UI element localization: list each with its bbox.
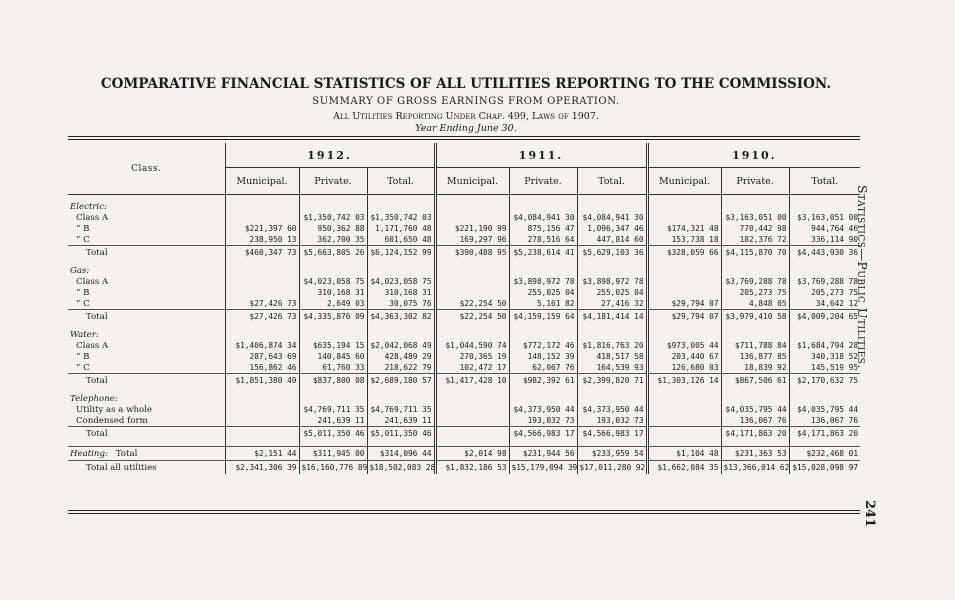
table-cell	[509, 329, 577, 340]
table-cell: $4,335,876 09	[299, 310, 367, 324]
table-cell	[647, 265, 721, 276]
table-cell	[577, 393, 647, 404]
table-cell	[647, 201, 721, 212]
table-cell	[509, 393, 577, 404]
table-cell: 418,517 58	[577, 351, 647, 362]
table-cell: 875,156 47	[509, 223, 577, 234]
table-cell: $2,014 98	[435, 447, 509, 461]
table-row	[68, 374, 860, 388]
table-cell: 241,639 11	[367, 415, 435, 427]
subcol-private: Private.	[721, 168, 789, 195]
table-row	[68, 201, 860, 212]
table-cell: $4,084,941 30	[509, 212, 577, 223]
total-label: Total	[68, 374, 225, 388]
table-cell	[577, 265, 647, 276]
table-cell: 203,440 67	[647, 351, 721, 362]
table-cell	[225, 393, 299, 404]
heating-heading: Heating:	[70, 448, 108, 459]
table-cell: $837,800 08	[299, 374, 367, 388]
table-cell: $4,035,795 44	[789, 404, 860, 415]
row-label: “ B	[76, 287, 90, 298]
table-cell: 145,519 95	[789, 362, 860, 374]
table-cell: $1,303,126 14	[647, 374, 721, 388]
table-cell: $6,124,152 99	[367, 246, 435, 260]
table-cell	[721, 393, 789, 404]
table-cell: $4,363,302 82	[367, 310, 435, 324]
table-cell	[299, 393, 367, 404]
subcol-private: Private.	[509, 168, 577, 195]
year-header-1910: 1910.	[647, 143, 860, 168]
table-cell: $3,163,051 00	[789, 212, 860, 223]
table-body	[68, 195, 860, 475]
table-row	[68, 415, 860, 427]
table-cell: $1,816,763 20	[577, 340, 647, 351]
table-cell: 270,365 19	[435, 351, 509, 362]
row-label: “ B	[76, 223, 90, 234]
table-cell: 205,273 75	[721, 287, 789, 298]
table-cell: $1,350,742 03	[299, 212, 367, 223]
table-cell: $29,794 07	[647, 298, 721, 310]
table-cell: $328,059 66	[647, 246, 721, 260]
table-cell: 156,862 46	[225, 362, 299, 374]
table-cell: $460,347 73	[225, 246, 299, 260]
table-cell: $4,115,870 70	[721, 246, 789, 260]
table-cell: $233,959 54	[577, 447, 647, 461]
table-cell: $2,399,820 71	[577, 374, 647, 388]
section-heading: Telephone:	[70, 393, 118, 404]
table-cell: 2,649 03	[299, 298, 367, 310]
table-cell: $635,194 15	[299, 340, 367, 351]
table-cell: $867,506 61	[721, 374, 789, 388]
bottom-rule-2	[68, 513, 860, 514]
table-cell: 61,760 33	[299, 362, 367, 374]
table-cell: $3,898,972 78	[509, 276, 577, 287]
table-cell: $4,171,863 20	[789, 427, 860, 441]
table-cell: $17,011,280 92	[577, 461, 647, 475]
table-cell: 1,096,347 46	[577, 223, 647, 234]
table-cell	[647, 393, 721, 404]
table-cell	[789, 201, 860, 212]
table-cell: 182,376 72	[721, 234, 789, 246]
table-cell	[435, 404, 509, 415]
table-cell: $1,104 48	[647, 447, 721, 461]
earnings-table	[68, 143, 860, 474]
table-cell	[299, 329, 367, 340]
table-cell: $5,011,350 46	[299, 427, 367, 441]
table-cell	[367, 393, 435, 404]
table-cell: 136,067 76	[721, 415, 789, 427]
table-cell: 205,273 75	[789, 287, 860, 298]
subtitle: SUMMARY OF GROSS EARNINGS FROM OPERATION.	[312, 96, 620, 107]
row-label: “ B	[76, 351, 90, 362]
table-row	[68, 234, 860, 246]
table-cell: $22,254 50	[435, 310, 509, 324]
table-cell: $15,028,098 97	[789, 461, 860, 475]
row-label: “ C	[76, 234, 90, 245]
table-cell: 336,114 90	[789, 234, 860, 246]
table-cell: $3,898,972 78	[577, 276, 647, 287]
subtitle-law: All Utilities Reporting Under Chap. 499, Laws of 1907.	[333, 111, 599, 122]
subcol-municipal: Municipal.	[225, 168, 299, 195]
table-cell: 238,950 13	[225, 234, 299, 246]
table-cell: $22,254 50	[435, 298, 509, 310]
row-label: Class A	[76, 276, 109, 287]
table-cell	[299, 265, 367, 276]
table-row	[68, 223, 860, 234]
table-cell: $390,488 95	[435, 246, 509, 260]
table-cell: 164,539 93	[577, 362, 647, 374]
row-label: Condensed form	[76, 415, 148, 426]
table-cell: $4,084,941 30	[577, 212, 647, 223]
row-label: Class A	[76, 212, 109, 223]
table-cell: $29,794 07	[647, 310, 721, 324]
table-row	[68, 298, 860, 310]
table-cell	[435, 287, 509, 298]
table-cell: $1,417,428 10	[435, 374, 509, 388]
table-cell: $1,044,590 74	[435, 340, 509, 351]
table-cell: $2,042,068 49	[367, 340, 435, 351]
table-cell: 340,318 52	[789, 351, 860, 362]
table-cell: $13,366,014 62	[721, 461, 789, 475]
table-row	[68, 404, 860, 415]
table-cell: $4,181,414 14	[577, 310, 647, 324]
table-cell	[435, 201, 509, 212]
page-number: 241	[862, 500, 877, 528]
table-cell: $174,321 48	[647, 223, 721, 234]
table-cell: $2,151 44	[225, 447, 299, 461]
table-cell	[435, 427, 509, 441]
table-cell: 770,442 98	[721, 223, 789, 234]
table-cell: $231,944 56	[509, 447, 577, 461]
table-row	[68, 393, 860, 404]
table-cell: $3,163,051 00	[721, 212, 789, 223]
table-cell: $1,662,084 35	[647, 461, 721, 475]
table-cell: $1,684,794 28	[789, 340, 860, 351]
table-cell	[225, 201, 299, 212]
table-cell: $2,341,306 39	[225, 461, 299, 475]
table-cell: $4,373,950 44	[577, 404, 647, 415]
table-cell	[789, 393, 860, 404]
table-cell: 126,680 03	[647, 362, 721, 374]
table-cell: $4,023,058 75	[367, 276, 435, 287]
table-cell	[367, 265, 435, 276]
table-cell	[721, 201, 789, 212]
table-cell: $711,788 84	[721, 340, 789, 351]
table-cell: $3,769,288 78	[789, 276, 860, 287]
table-cell	[647, 427, 721, 441]
table-cell: $772,172 46	[509, 340, 577, 351]
section-heading: Water:	[70, 329, 99, 340]
table-cell: $3,979,410 58	[721, 310, 789, 324]
table-cell: $311,945 00	[299, 447, 367, 461]
table-cell	[647, 404, 721, 415]
table-cell: 310,168 31	[299, 287, 367, 298]
table-cell: 287,643 69	[225, 351, 299, 362]
table-cell: 193,032 73	[509, 415, 577, 427]
section-heading: Gas:	[70, 265, 90, 276]
table-row	[68, 362, 860, 374]
table-cell: 18,839 92	[721, 362, 789, 374]
table-row	[68, 276, 860, 287]
table-cell: $221,190 99	[435, 223, 509, 234]
table-row	[68, 265, 860, 276]
table-cell	[509, 265, 577, 276]
table-cell	[225, 329, 299, 340]
table-cell: $4,171,863 20	[721, 427, 789, 441]
table-cell	[225, 404, 299, 415]
subcol-total: Total.	[577, 168, 647, 195]
heating-label	[68, 447, 225, 461]
table-cell: 1,171,760 48	[367, 223, 435, 234]
table-cell: $1,832,186 53	[435, 461, 509, 475]
table-row	[68, 351, 860, 362]
table-cell: $2,689,180 57	[367, 374, 435, 388]
table-cell	[225, 415, 299, 427]
row-label: Class A	[76, 340, 109, 351]
table-cell: 148,152 39	[509, 351, 577, 362]
table-cell: $4,023,058 75	[299, 276, 367, 287]
table-row	[68, 287, 860, 298]
table-cell: $232,468 01	[789, 447, 860, 461]
table-cell	[435, 415, 509, 427]
table-cell: 950,362 88	[299, 223, 367, 234]
table-cell	[435, 329, 509, 340]
table-cell: 944,764 46	[789, 223, 860, 234]
table-row	[68, 212, 860, 223]
table-cell: 62,067 76	[509, 362, 577, 374]
top-rule-1	[68, 136, 860, 137]
row-label: “ C	[76, 362, 90, 373]
table-cell	[367, 201, 435, 212]
total-label: Total	[68, 246, 225, 260]
total-label: Total	[68, 427, 225, 441]
row-label: “ C	[76, 298, 90, 309]
table-row	[68, 447, 860, 461]
table-cell: 136,877 85	[721, 351, 789, 362]
table-cell	[577, 329, 647, 340]
table-cell: $3,769,288 78	[721, 276, 789, 287]
top-rule-2	[68, 139, 860, 140]
table-cell: $16,160,776 89	[299, 461, 367, 475]
table-cell: $4,443,930 36	[789, 246, 860, 260]
table-row	[68, 340, 860, 351]
table-cell: $4,769,711 35	[367, 404, 435, 415]
table-cell	[225, 276, 299, 287]
table-cell	[435, 212, 509, 223]
table-cell: $4,009,204 65	[789, 310, 860, 324]
table-cell: $973,005 44	[647, 340, 721, 351]
subcol-private: Private.	[299, 168, 367, 195]
class-header: Class.	[68, 143, 225, 195]
table-cell	[367, 329, 435, 340]
table-cell: $5,238,614 41	[509, 246, 577, 260]
table-cell	[789, 329, 860, 340]
table-cell	[435, 276, 509, 287]
table-cell	[647, 329, 721, 340]
table-cell	[299, 201, 367, 212]
bottom-rule-1	[68, 510, 860, 511]
table-row	[68, 310, 860, 324]
table-cell: $1,851,380 49	[225, 374, 299, 388]
table-row	[68, 329, 860, 340]
table-row	[68, 427, 860, 441]
subcol-total: Total.	[367, 168, 435, 195]
table-cell: 102,472 17	[435, 362, 509, 374]
subcol-total: Total.	[789, 168, 860, 195]
table-cell: 140,845 60	[299, 351, 367, 362]
table-cell: $27,426 73	[225, 310, 299, 324]
table-cell: 5,161 82	[509, 298, 577, 310]
table-cell: $5,011,350 46	[367, 427, 435, 441]
table-cell: $4,159,159 64	[509, 310, 577, 324]
table-cell: 193,032 73	[577, 415, 647, 427]
table-cell: 601,650 48	[367, 234, 435, 246]
table-cell: 153,738 18	[647, 234, 721, 246]
table-cell: $1,406,874 34	[225, 340, 299, 351]
subtitle-year: Year Ending June 30.	[415, 123, 517, 134]
table-cell	[435, 393, 509, 404]
table-cell: 447,814 60	[577, 234, 647, 246]
section-heading: Electric:	[70, 201, 107, 212]
table-cell: 136,067 76	[789, 415, 860, 427]
table-cell: $231,363 53	[721, 447, 789, 461]
table-cell	[225, 427, 299, 441]
table-cell	[225, 287, 299, 298]
table-row	[68, 461, 860, 475]
subcol-municipal: Municipal.	[647, 168, 721, 195]
table-cell: $4,566,983 17	[577, 427, 647, 441]
table-cell: 4,848 05	[721, 298, 789, 310]
table-cell	[721, 329, 789, 340]
table-cell: $18,502,083 28	[367, 461, 435, 475]
table-cell	[509, 201, 577, 212]
table-cell	[647, 415, 721, 427]
table-cell: 278,516 64	[509, 234, 577, 246]
table-cell: $4,035,795 44	[721, 404, 789, 415]
heating-total-label: Total	[115, 448, 138, 459]
table-cell: $5,629,103 36	[577, 246, 647, 260]
table-cell: 241,639 11	[299, 415, 367, 427]
table-cell	[577, 201, 647, 212]
year-header-1911: 1911.	[435, 143, 647, 168]
page-title: COMPARATIVE FINANCIAL STATISTICS OF ALL UTILITIES REPORTING TO THE COMMISSION.	[100, 76, 832, 92]
table-cell: $4,566,983 17	[509, 427, 577, 441]
table-cell	[435, 265, 509, 276]
table-cell: 30,075 76	[367, 298, 435, 310]
table-cell: 428,489 29	[367, 351, 435, 362]
table-cell	[225, 212, 299, 223]
table-cell	[721, 265, 789, 276]
table-cell	[647, 287, 721, 298]
running-head: Statistics—Public Utilities.	[855, 185, 870, 369]
table-cell: $5,663,805 26	[299, 246, 367, 260]
row-label: Utility as a whole	[76, 404, 153, 415]
table-cell: $2,170,632 75	[789, 374, 860, 388]
table-cell: 218,622 79	[367, 362, 435, 374]
table-cell: $15,179,094 39	[509, 461, 577, 475]
table-cell: $314,096 44	[367, 447, 435, 461]
total-label: Total	[68, 310, 225, 324]
table-cell: $4,769,711 35	[299, 404, 367, 415]
table-cell: $221,397 60	[225, 223, 299, 234]
table-cell: 169,297 96	[435, 234, 509, 246]
table-cell: $27,426 73	[225, 298, 299, 310]
table-cell: 362,700 35	[299, 234, 367, 246]
table-row	[68, 246, 860, 260]
year-header-1912: 1912.	[225, 143, 435, 168]
table-cell	[789, 265, 860, 276]
subcol-municipal: Municipal.	[435, 168, 509, 195]
table-cell: $1,350,742 03	[367, 212, 435, 223]
table-cell: 34,642 12	[789, 298, 860, 310]
table-cell	[225, 265, 299, 276]
grand-total-label: Total all utilities	[68, 461, 225, 475]
table-cell: $982,392 61	[509, 374, 577, 388]
table-cell: 27,416 32	[577, 298, 647, 310]
table-cell: 255,025 04	[577, 287, 647, 298]
table-cell: $4,373,950 44	[509, 404, 577, 415]
table-cell: 310,168 31	[367, 287, 435, 298]
table-cell: 255,025 04	[509, 287, 577, 298]
table-cell	[647, 212, 721, 223]
table-cell	[647, 276, 721, 287]
